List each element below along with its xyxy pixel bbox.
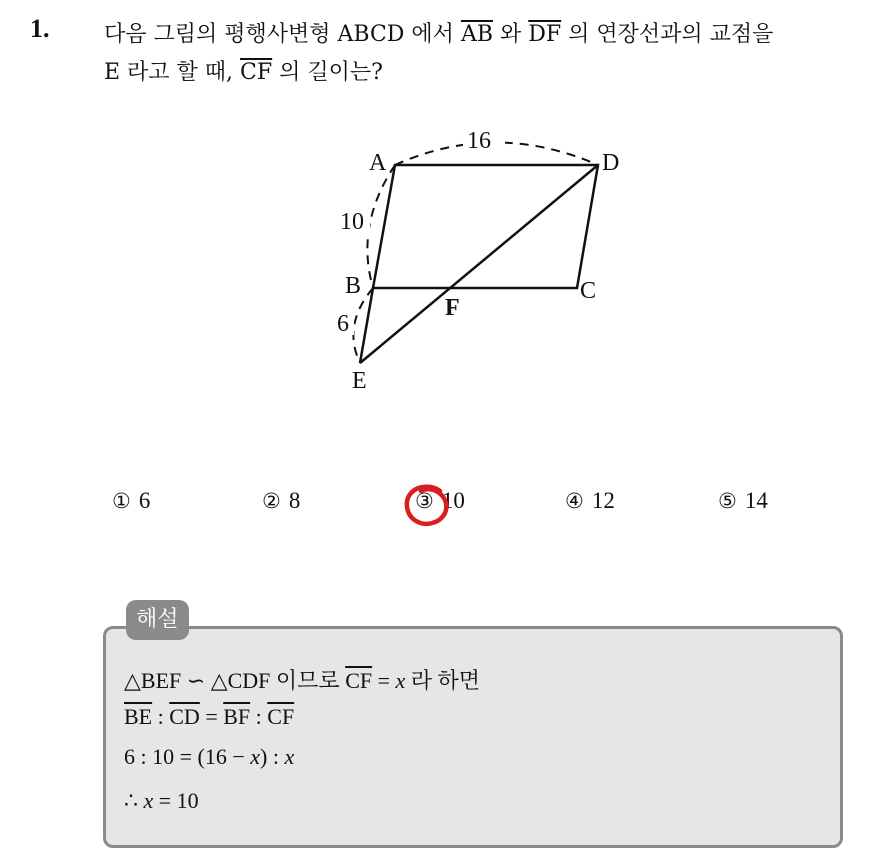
solution-line1-b: = — [372, 668, 396, 693]
parallelogram-abcd — [373, 165, 598, 288]
label-b: B — [345, 273, 362, 299]
choice-5-mark: ⑤ — [718, 489, 737, 513]
solution-line3-b: ) : — [260, 744, 285, 769]
segment-ab: $\overline{AB}$ — [460, 22, 493, 47]
question-text — [104, 16, 874, 92]
label-c: C — [580, 278, 597, 304]
segment-df: $\overline{DF}$ — [528, 22, 562, 47]
parallelogram-figure — [300, 120, 640, 410]
solution-line3-a: 6 : 10 = (16 − — [124, 744, 251, 769]
choice-1-value: 6 — [138, 488, 151, 513]
measure-ad: 16 — [467, 128, 491, 154]
solution-line3-var1: x — [250, 744, 261, 769]
label-e: E — [352, 368, 367, 394]
choice-5-value: 14 — [744, 488, 768, 513]
choice-2-mark: ② — [262, 489, 281, 513]
segment-cf: $\overline{CF}$ — [240, 60, 273, 85]
choice-1-mark: ① — [112, 489, 131, 513]
solution-seg-cf: $\overline{CF}$ — [267, 704, 295, 729]
question-text-part3: 의 연장선과의 교점을 — [561, 22, 774, 47]
choice-2-value: 8 — [288, 488, 301, 513]
choice-2[interactable] — [262, 488, 300, 514]
question-text-part2: 와 — [493, 22, 529, 47]
segment-be-line — [360, 288, 373, 363]
solution-line-3 — [124, 744, 294, 770]
solution-line1-var: x — [395, 668, 406, 693]
choice-4-value: 12 — [591, 488, 615, 513]
solution-line3-var2: x — [284, 744, 295, 769]
choice-4-mark: ④ — [565, 489, 584, 513]
choice-3-value: 10 — [441, 488, 465, 513]
solution-line1-a: △BEF ∽ △CDF 이므로 — [124, 668, 346, 693]
solution-line1-c: 라 하면 — [405, 668, 481, 693]
measure-be: 6 — [337, 311, 349, 337]
question-number: 1. — [30, 14, 50, 43]
solution-line-4 — [124, 788, 199, 814]
solution-seg-bf: $\overline{BF}$ — [223, 704, 251, 729]
question-text-part4: E 라고 할 때, — [104, 60, 241, 85]
solution-seg-be: $\overline{BE}$ — [124, 704, 153, 729]
solution-line-1 — [124, 664, 480, 695]
choice-3-mark: ③ — [415, 489, 434, 513]
solution-line-2: $\overline{BE}$ : $\overline{CD} = \overline{BF}$ : $\overline{CF}$ — [124, 704, 295, 729]
question-text-part5: 의 길이는? — [272, 60, 383, 85]
choice-4[interactable] — [565, 488, 615, 514]
label-d: D — [602, 150, 620, 176]
solution-line1-seg: $\overline{CF}$ — [345, 668, 373, 693]
measure-ab: 10 — [340, 209, 364, 235]
solution-box — [103, 626, 843, 848]
solution-line4-a: ∴ — [124, 788, 144, 813]
solution-line4-var: x — [143, 788, 154, 813]
solution-tag: 해설 — [126, 600, 189, 640]
solution-line4-b: = 10 — [153, 788, 199, 813]
segment-de-line — [360, 165, 598, 363]
label-a: A — [369, 150, 387, 176]
answer-circle-mark — [402, 482, 452, 528]
solution-seg-cd: $\overline{CD}$ — [169, 704, 200, 729]
choice-1[interactable] — [112, 488, 150, 514]
question-text-part1: 다음 그림의 평행사변형 ABCD 에서 — [104, 22, 461, 47]
label-f: F — [445, 295, 460, 321]
choice-5[interactable] — [718, 488, 768, 514]
